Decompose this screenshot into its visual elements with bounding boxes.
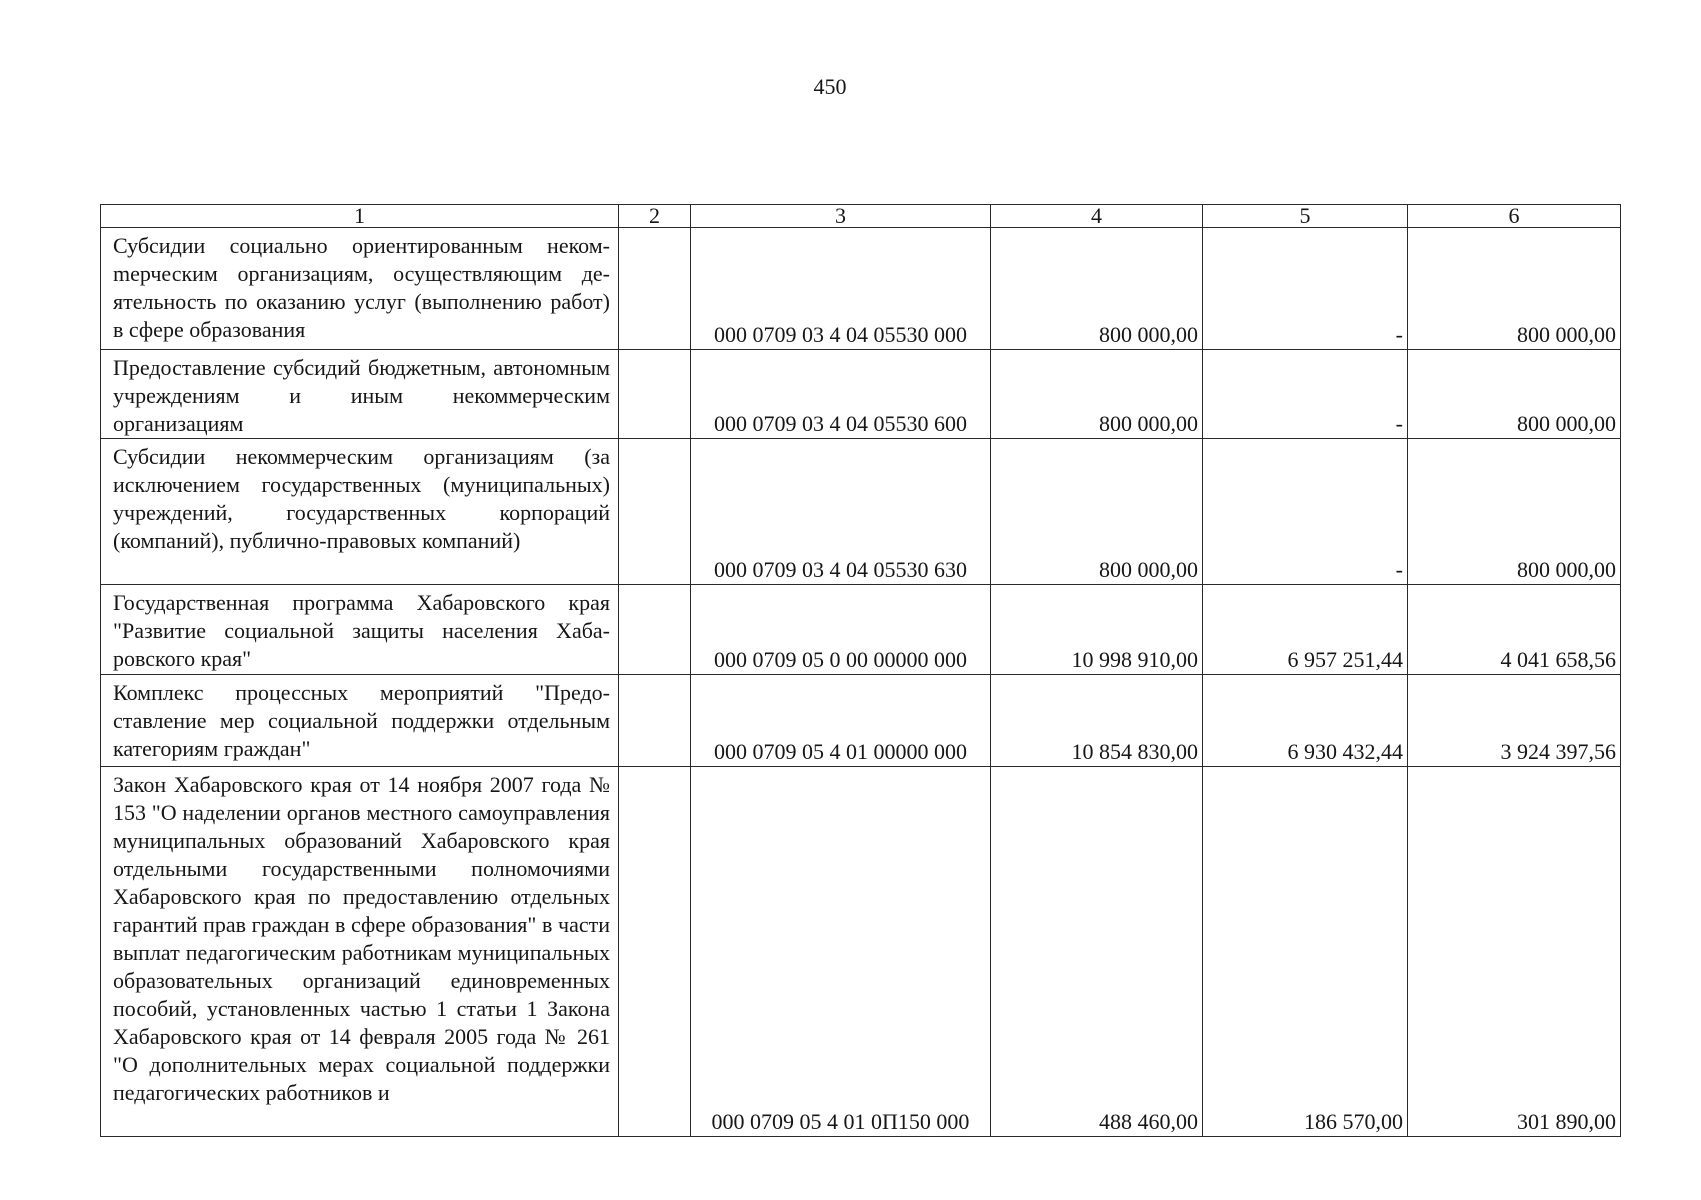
row-col6: 800 000,00 xyxy=(1408,350,1621,439)
budget-table xyxy=(100,204,1621,1137)
table-row xyxy=(101,228,1621,350)
row-name: Государственная программа Хабаровского края "Развитие социальной защиты населения Хабаровского края" xyxy=(101,585,619,675)
table-row xyxy=(101,585,1621,675)
row-code: 000 0709 03 4 04 05530 000 xyxy=(691,228,991,350)
row-col5: - xyxy=(1203,439,1408,585)
row-col2 xyxy=(619,439,691,585)
row-col6: 800 000,00 xyxy=(1408,439,1621,585)
row-code: 000 0709 05 0 00 00000 000 xyxy=(691,585,991,675)
row-name: Комплекс процессных мероприятий "Предоставление мер социальной поддержки отдельным категориям граждан" xyxy=(101,675,619,767)
row-code: 000 0709 05 4 01 0П150 000 xyxy=(691,767,991,1137)
row-code: 000 0709 03 4 04 05530 600 xyxy=(691,350,991,439)
row-col4: 10 998 910,00 xyxy=(991,585,1203,675)
row-code: 000 0709 03 4 04 05530 630 xyxy=(691,439,991,585)
row-col6: 800 000,00 xyxy=(1408,228,1621,350)
row-col4: 488 460,00 xyxy=(991,767,1203,1137)
row-col5: 6 957 251,44 xyxy=(1203,585,1408,675)
row-name: Субсидии некоммерческим организациям (за исключением государственных (муниципальных) учреждений, государственных корпораций (компаний), публично-правовых компаний) xyxy=(101,439,619,585)
table-row xyxy=(101,439,1621,585)
row-col2 xyxy=(619,767,691,1137)
table-row xyxy=(101,350,1621,439)
row-code: 000 0709 05 4 01 00000 000 xyxy=(691,675,991,767)
row-col4: 800 000,00 xyxy=(991,350,1203,439)
table-row xyxy=(101,675,1621,767)
page-number: 450 xyxy=(813,74,847,99)
column-number-3: 3 xyxy=(691,205,991,228)
row-col6: 4 041 658,56 xyxy=(1408,585,1621,675)
row-col4: 800 000,00 xyxy=(991,228,1203,350)
column-number-6: 6 xyxy=(1408,205,1621,228)
column-number-1: 1 xyxy=(101,205,619,228)
row-col5: 6 930 432,44 xyxy=(1203,675,1408,767)
row-col4: 800 000,00 xyxy=(991,439,1203,585)
row-name: Предоставление субсидий бюджетным, автономным учреждениям и иным некоммерческим организациям xyxy=(101,350,619,439)
row-col5: - xyxy=(1203,228,1408,350)
column-number-5: 5 xyxy=(1203,205,1408,228)
row-col5: 186 570,00 xyxy=(1203,767,1408,1137)
row-col2 xyxy=(619,350,691,439)
row-col4: 10 854 830,00 xyxy=(991,675,1203,767)
table-row xyxy=(101,767,1621,1137)
row-col2 xyxy=(619,585,691,675)
row-col2 xyxy=(619,675,691,767)
row-col6: 3 924 397,56 xyxy=(1408,675,1621,767)
column-number-4: 4 xyxy=(991,205,1203,228)
row-name: Закон Хабаровского края от 14 ноября 2007 года № 153 "О наделении органов местного самоуправления муниципальных образований Хабаровского края отдельными государственными полномочиями Хабаровского края по предоставлению отдельных гарантий прав граждан в сфере образования" в части выплат педагогическим работникам муниципальных образовательных организаций единовременных пособий, установленных частью 1 статьи 1 Закона Хабаровского края от 14 февраля 2005 года № 261 "О дополнительных мерах социальной поддержки педагогических работников и xyxy=(101,767,619,1137)
row-col6: 301 890,00 xyxy=(1408,767,1621,1137)
row-col5: - xyxy=(1203,350,1408,439)
column-number-2: 2 xyxy=(619,205,691,228)
row-col2 xyxy=(619,228,691,350)
table-header-row xyxy=(101,205,1621,228)
row-name: Субсидии социально ориентированным некомmерческим организациям, осуществляющим деятельность по оказанию услуг (выполнению работ) в сфере образования xyxy=(101,228,619,350)
